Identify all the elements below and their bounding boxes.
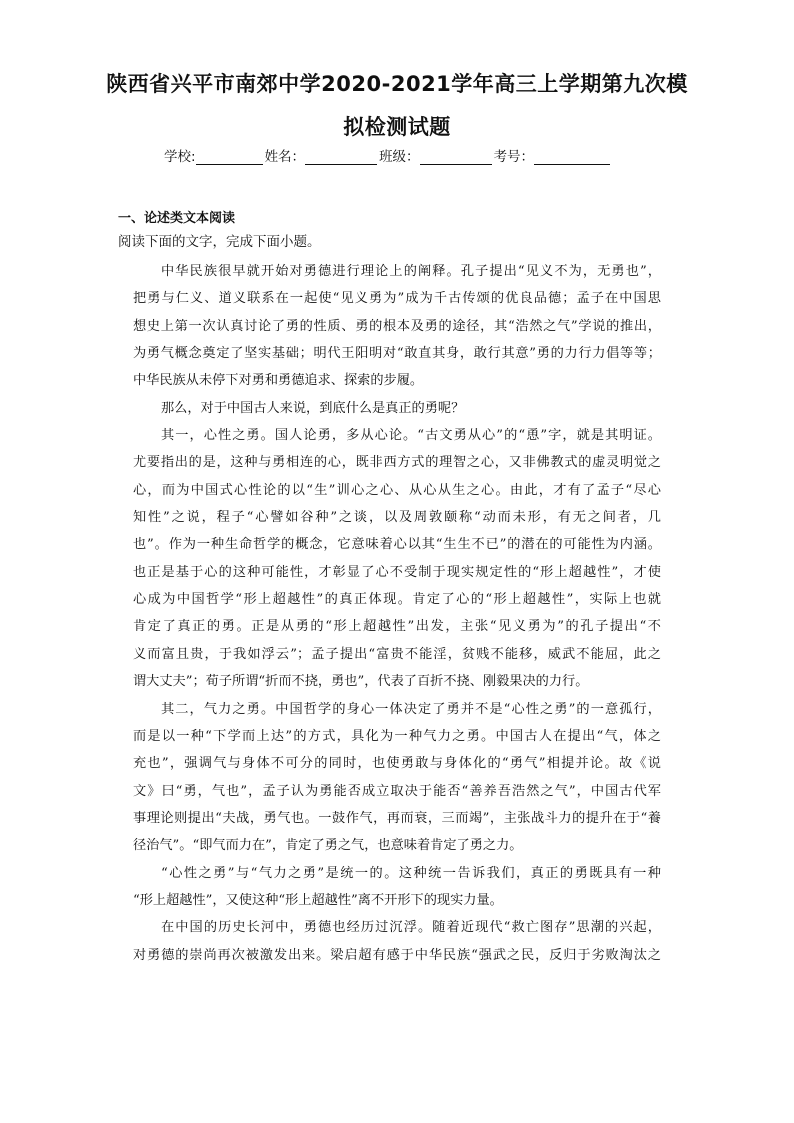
passage-line: “形上超越性”，又使这种“形上超越性”离不开形下的现实力量。 [133, 892, 503, 908]
passage-line: 其一，心性之勇。国人论勇，多从心论。“古文勇从心”的“恿”字，就是其明证。 [161, 428, 661, 444]
name-field [265, 145, 380, 165]
passage-line: 在中国的历史长河中，勇德也经历过沉浮。随着近现代“救亡图存”思潮的兴起， [161, 920, 661, 936]
passage-line: 义而富且贵，于我如浮云”；孟子提出“富贵不能淫，贫贱不能移，威武不能屈，此之 [133, 646, 661, 662]
passage-line: 知性”之说，程子“心譬如谷种”之谈，以及周敦颐称“动而未形，有无之间者，几 [133, 510, 661, 526]
passage-line: 充也”，强调气与身体不可分的同时，也使勇敢与身体化的“勇气”相提并论。故《说 [133, 756, 661, 772]
class-field [379, 145, 494, 165]
passage-line: 文》曰“勇，气也”，孟子认为勇能否成立取决于能否“善养吾浩然之气”，中国古代军 [133, 783, 661, 799]
passage-line: 中华民族从未停下对勇和勇德追求、探索的步履。 [133, 373, 424, 389]
passage-line: 也”。作为一种生命哲学的概念，它意味着心以其“生生不已”的潜在的可能性为内涵。 [133, 537, 661, 553]
exam-number-field [494, 145, 613, 165]
passage-line: 而是以一种“下学而上达”的方式，具化为一种气力之勇。中国古人在提出“气，体之 [133, 728, 661, 744]
passage-line: “心性之勇”与“气力之勇”是统一的。这种统一告诉我们，真正的勇既具有一种 [161, 865, 661, 881]
name-blank [305, 150, 377, 165]
passage-line: 想史上第一次认真讨论了勇的性质、勇的根本及勇的途径，其“浩然之气”学说的推出， [133, 318, 661, 334]
passage-line: 中华民族很早就开始对勇德进行理论上的阐释。孔子提出“见义不为，无勇也”， [161, 264, 661, 279]
passage-line: 尤要指出的是，这种与勇相连的心，既非西方式的理智之心，又非佛教式的虚灵明觉之 [133, 455, 661, 471]
document-title-line-2: 拟检测试题 [343, 115, 451, 139]
passage-line: 其二，气力之勇。中国哲学的身心一体决定了勇并不是“心性之勇”的一意孤行， [161, 701, 661, 717]
passage-line: 心成为中国哲学“形上超越性”的真正体现。肯定了心的“形上超越性”，实际上也就 [133, 592, 661, 608]
school-blank [196, 150, 263, 165]
passage-line: 为勇气概念奠定了坚实基础；明代王阳明对“敢直其身，敢行其意”勇的力行力倡等等； [133, 346, 661, 362]
student-info-row [164, 145, 612, 165]
school-label: 学校: [164, 149, 196, 165]
passage-line: 对勇德的崇尚再次被激发出来。梁启超有感于中华民族“强武之民，反归于劣败淘汰之 [133, 947, 661, 963]
school-field [164, 145, 265, 165]
reading-passage [133, 258, 661, 969]
exam-number-blank [534, 150, 610, 165]
class-blank [420, 150, 492, 165]
exam-number-label: 考号： [493, 149, 535, 165]
name-label: 姓名： [264, 149, 306, 165]
passage-line: 肯定了真正的勇。正是从勇的“形上超越性”出发，主张“见义勇为”的孔子提出“不 [133, 619, 661, 635]
section-instruction: 阅读下面的文字，完成下面小题。 [118, 234, 321, 250]
class-label: 班级： [379, 149, 420, 165]
passage-line: 谓大丈夫”；荀子所谓“折而不挠，勇也”，代表了百折不挠、刚毅果决的力行。 [133, 674, 589, 690]
section-heading: 一、论述类文本阅读 [118, 211, 236, 226]
passage-line: 事理论则提出“夫战，勇气也。一鼓作气，再而衰，三而竭”，主张战斗力的提升在于“養 [133, 810, 661, 826]
document-title-line-1: 陕西省兴平市南郊中学2020-2021学年高三上学期第九次模 [106, 72, 688, 96]
passage-line: 也正是基于心的这种可能性，才彰显了心不受制于现实规定性的“形上超越性”，才使 [133, 564, 661, 580]
passage-line: 心，而为中国式心性论的以“生”训心之心、从心从生之心。由此，才有了孟子“尽心 [133, 482, 661, 498]
passage-line: 那么，对于中国古人来说，到底什么是真正的勇呢？ [161, 400, 465, 416]
passage-line: 把勇与仁义、道义联系在一起使“见义勇为”成为千古传颂的优良品德；孟子在中国思 [133, 291, 661, 307]
passage-line: 径治气”。“即气而力在”，肯定了勇之气，也意味着肯定了勇之力。 [133, 838, 523, 854]
